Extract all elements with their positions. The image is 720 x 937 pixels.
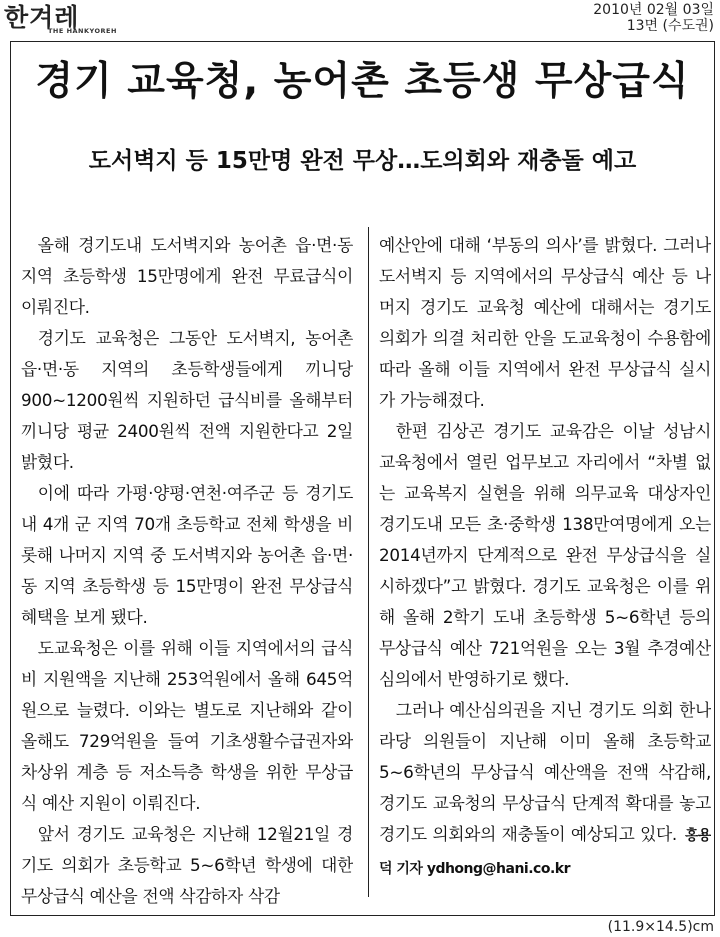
- article-paragraph: 올해 경기도내 도서벽지와 농어촌 읍·면·동지역 초등학생 15만명에게 완전 무료급식이 이뤄진다.: [21, 235, 353, 317]
- article-paragraph-continued: 예산안에 대해 ‘부동의 의사’를 밝혔다. 그러나 도서벽지 등 지역에서의 무상급식 예산 등 나머지 경기도 교육청 예산에 대해서는 경기도 의회가 의결 처리한 안을 도교육청이 수용함에 따라 올해 이들 지역에서 완전 무상급식 실시가 가능해졌다.: [379, 235, 711, 410]
- hankyoreh-logo: [4, 2, 117, 38]
- article-column-left: [21, 230, 353, 910]
- logo-text: 한겨레: [4, 3, 80, 32]
- article-paragraph-last: [379, 695, 711, 885]
- article-subheadline: 도서벽지 등 15만명 완전 무상…도의회와 재충돌 예고: [88, 148, 637, 174]
- last-paragraph-text: 그러나 예산심의권을 지닌 경기도 의회 한나라당 의원들이 지난해 이미 올해 초등학교 5~6학년의 무상급식 예산액을 전액 삭감해, 경기도 교육청의 무상급식 단계적 확대를 놓고 경기도 의회와의 재충돌이 예상되고 있다.: [379, 700, 711, 844]
- page-section: 13면 (수도권): [626, 18, 714, 34]
- article-paragraph: 경기도 교육청은 그동안 도서벽지, 농어촌 읍·면·동 지역의 초등학생들에게 끼니당 900~1200원씩 지원하던 급식비를 올해부터 끼니당 평균 2400원씩 전액 지원한다고 2일 밝혔다.: [21, 328, 353, 472]
- publication-date: 2010년 02월 03일: [593, 2, 714, 18]
- column-divider: [368, 227, 369, 897]
- article-paragraph: 앞서 경기도 교육청은 지난해 12월21일 경기도 의회가 초등학교 5~6학년 학생에 대한 무상급식 예산을 전액 삭감하자 삭감: [21, 824, 353, 906]
- article-headline: 경기 교육청, 농어촌 초등생 무상급식: [35, 59, 690, 104]
- logo-subtext: THE HANKYOREH: [48, 27, 117, 35]
- clipping-size: (11.9×14.5)cm: [607, 919, 714, 935]
- reporter-byline: 홍용덕 기자 ydhong@hani.co.kr: [379, 828, 711, 877]
- article-frame: [10, 41, 715, 916]
- article-paragraph: 이에 따라 가평·양평·연천·여주군 등 경기도내 4개 군 지역 70개 초등학교 전체 학생을 비롯해 나머지 지역 중 도서벽지와 농어촌 읍·면·동 지역 초등학생 등 15만명이 완전 무상급식 혜택을 보게 됐다.: [21, 483, 353, 627]
- publication-info: [593, 2, 714, 34]
- article-paragraph: 도교육청은 이를 위해 이들 지역에서의 급식비 지원액을 지난해 253억원에서 올해 645억원으로 늘렸다. 이와는 별도로 지난해와 같이 올해도 729억원을 들여 기초생활수급권자와 차상위 계층 등 저소득층 학생을 위한 무상급식 예산 지원이 이뤄진다.: [21, 638, 353, 813]
- article-paragraph: 한편 김상곤 경기도 교육감은 이날 성남시 교육청에서 열린 업무보고 자리에서 “차별 없는 교육복지 실현을 위해 의무교육 대상자인 경기도내 모든 초·중학생 138만여명에게 오는 2014년까지 단계적으로 완전 무상급식을 실시하겠다”고 밝혔다. 경기도 교육청은 이를 위해 올해 2학기 도내 초등학생 5~6학년 등의 무상급식 예산 721억원을 오는 3월 추경예산심의에서 반영하기로 했다.: [379, 421, 711, 689]
- article-column-right: [379, 230, 711, 910]
